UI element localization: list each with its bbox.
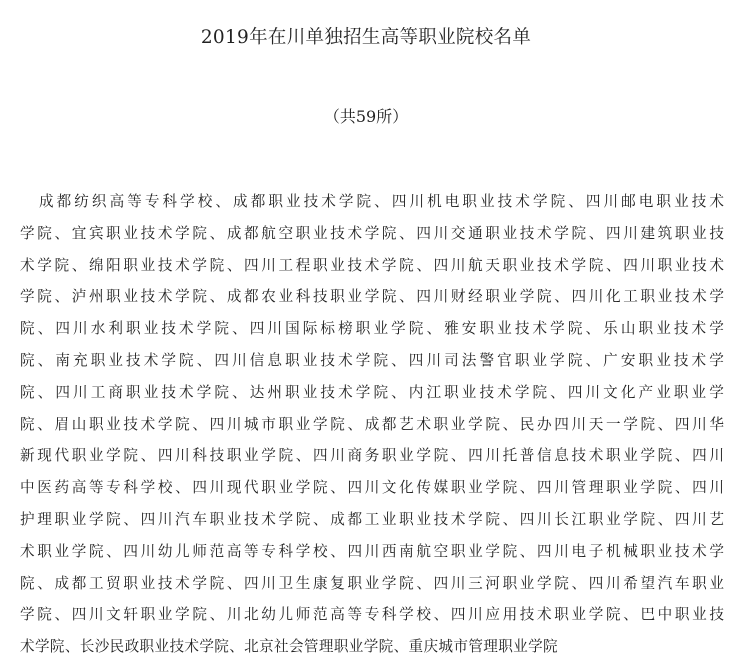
paragraph-line: 成 都 纺 织 高 等 专 科 学 校 、 成 都 职 业 技 术 学 院 、 四 川 机 电 职 业 技 术 学 院 、 四 川 邮 电 职 业 技 术 — [39, 193, 724, 210]
paragraph-line: 院 、 眉 山 职 业 技 术 学 院 、 四 川 城 市 职 业 学 院 、 成 都 艺 术 职 业 学 院 、 民 办 四 川 天 一 学 院 、 四 川 华 — [20, 415, 724, 433]
school-list-paragraph — [20, 186, 724, 663]
paragraph-line: 院 、 四 川 水 利 职 业 技 术 学 院 、 四 川 国 际 标 榜 职 业 学 院 、 雅 安 职 业 技 术 学 院 、 乐 山 职 业 技 术 学 — [20, 320, 724, 338]
paragraph-line: 中 医 药 高 等 专 科 学 校 、 四 川 现 代 职 业 学 院 、 四 川 文 化 传 媒 职 业 学 院 、 四 川 管 理 职 业 学 院 、 四 川 — [20, 479, 724, 497]
document-title: 2019年在川单独招生高等职业院校名单 — [200, 27, 532, 48]
paragraph-line: 术 职 业 学 院 、 四 川 幼 儿 师 范 高 等 专 科 学 校 、 四 川 西 南 航 空 职 业 学 院 、 四 川 电 子 机 械 职 业 技 术 学 — [20, 542, 724, 560]
paragraph-line: 护 理 职 业 学 院 、 四 川 汽 车 职 业 技 术 学 院 、 成 都 工 业 职 业 技 术 学 院 、 四 川 长 江 职 业 学 院 、 四 川 艺 — [20, 510, 724, 528]
paragraph-line: 学 院 、 宜 宾 职 业 技 术 学 院 、 成 都 航 空 职 业 技 术 学 院 、 四 川 交 通 职 业 技 术 学 院 、 四 川 建 筑 职 业 技 — [20, 224, 724, 242]
paragraph-line: 新 现 代 职 业 学 院 、 四 川 科 技 职 业 学 院 、 四 川 商 务 职 业 学 院 、 四 川 托 普 信 息 技 术 职 业 学 院 、 四 川 — [20, 447, 724, 465]
paragraph-line: 术学院、长沙民政职业技术学院、北京社会管理职业学院、重庆城市管理职业学院 — [20, 638, 558, 656]
paragraph-line: 院 、 南 充 职 业 技 术 学 院 、 四 川 信 息 职 业 技 术 学 院 、 四 川 司 法 警 官 职 业 学 院 、 广 安 职 业 技 术 学 — [20, 351, 724, 369]
paragraph-line: 学 院 、 四 川 文 轩 职 业 学 院 、 川 北 幼 儿 师 范 高 等 专 科 学 校 、 四 川 应 用 技 术 职 业 学 院 、 巴 中 职 业 技 — [20, 606, 724, 624]
paragraph-line: 院 、 四 川 工 商 职 业 技 术 学 院 、 达 州 职 业 技 术 学 院 、 内 江 职 业 技 术 学 院 、 四 川 文 化 产 业 职 业 学 — [20, 383, 724, 401]
paragraph-line: 学 院 、 泸 州 职 业 技 术 学 院 、 成 都 农 业 科 技 职 业 学 院 、 四 川 财 经 职 业 学 院 、 四 川 化 工 职 业 技 术 学 — [20, 288, 724, 306]
paragraph-line: 术 学 院 、 绵 阳 职 业 技 术 学 院 、 四 川 工 程 职 业 技 术 学 院 、 四 川 航 天 职 业 技 术 学 院 、 四 川 职 业 技 术 — [20, 256, 724, 274]
document-subtitle: （共59所） — [323, 107, 409, 126]
paragraph-line: 院 、 成 都 工 贸 职 业 技 术 学 院 、 四 川 卫 生 康 复 职 业 学 院 、 四 川 三 河 职 业 学 院 、 四 川 希 望 汽 车 职 业 — [20, 574, 724, 592]
